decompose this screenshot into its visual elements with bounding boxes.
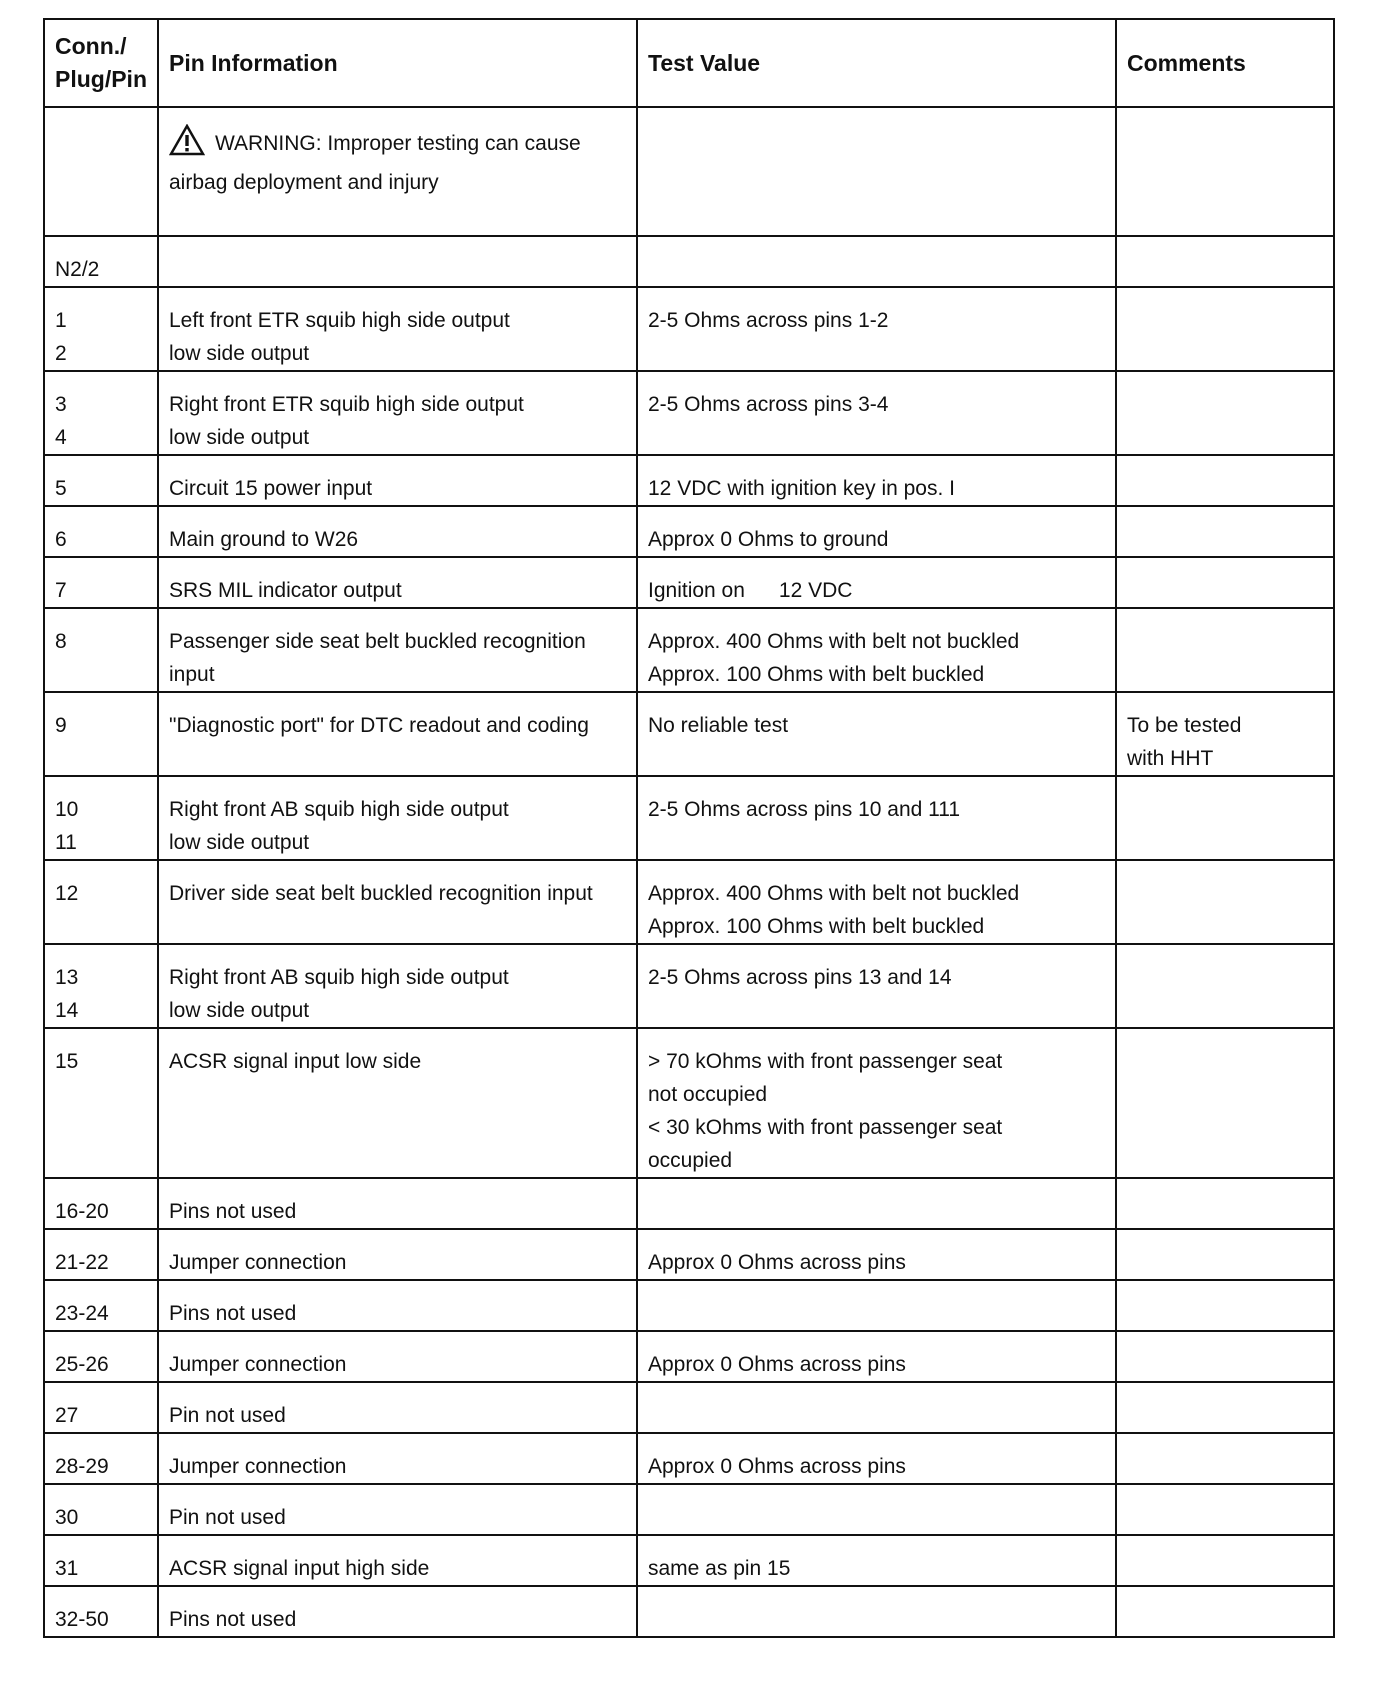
test-value-cell <box>637 608 1116 692</box>
pin-info-line: "Diagnostic port" for DTC readout and coding <box>169 714 589 737</box>
pin-number-cell <box>44 1484 158 1535</box>
warning-test-cell <box>637 107 1116 236</box>
pin-number: 8 <box>55 630 67 653</box>
pin-number-cell <box>44 1280 158 1331</box>
pin-info-cell <box>158 608 637 692</box>
test-value-cell <box>637 860 1116 944</box>
pin-number: 4 <box>55 426 67 449</box>
table-row <box>44 1433 1334 1484</box>
table-row <box>44 776 1334 860</box>
comment-cell <box>1116 1229 1334 1280</box>
test-value-line: > 70 kOhms with front passenger seat <box>648 1050 1003 1073</box>
header-conn-line: Conn./ <box>55 33 127 59</box>
test-value-cell <box>637 1535 1116 1586</box>
pin-number: 14 <box>55 999 79 1022</box>
pin-info-cell <box>158 1028 637 1178</box>
table-row <box>44 557 1334 608</box>
pin-number: 12 <box>55 882 79 905</box>
comment-cell <box>1116 608 1334 692</box>
pin-info-line: Passenger side seat belt buckled recognition <box>169 630 586 653</box>
pin-number-cell <box>44 1586 158 1637</box>
pin-info-line: Main ground to W26 <box>169 528 359 551</box>
pin-number-cell <box>44 1178 158 1229</box>
header-comments: Comments <box>1116 19 1334 107</box>
pin-info-cell <box>158 371 637 455</box>
pin-number-cell <box>44 944 158 1028</box>
pin-number-cell <box>44 371 158 455</box>
pin-number: 15 <box>55 1050 79 1073</box>
pin-info-cell <box>158 1586 637 1637</box>
test-value-line: 12 VDC with ignition key in pos. I <box>648 477 955 500</box>
comment-cell <box>1116 1586 1334 1637</box>
test-value-line: < 30 kOhms with front passenger seat <box>648 1116 1003 1139</box>
test-reading: 12 VDC <box>778 579 853 602</box>
pin-info-line: Jumper connection <box>169 1353 347 1376</box>
comment-cell <box>1116 1535 1334 1586</box>
test-value-cell <box>637 287 1116 371</box>
comment-cell <box>1116 1484 1334 1535</box>
pin-info-cell <box>158 1178 637 1229</box>
test-value-line: No reliable test <box>648 714 789 737</box>
test-value-line: Approx. 400 Ohms with belt not buckled <box>648 882 1020 905</box>
test-value-line: Approx 0 Ohms across pins <box>648 1353 906 1376</box>
comment-cell <box>1116 860 1334 944</box>
test-value-line: 2-5 Ohms across pins 1-2 <box>648 309 889 332</box>
test-value-cell <box>637 944 1116 1028</box>
pin-info-cell <box>158 944 637 1028</box>
test-value-cell <box>637 776 1116 860</box>
comment-cell <box>1116 776 1334 860</box>
pin-info-cell <box>158 1280 637 1331</box>
pin-number: 30 <box>55 1506 79 1529</box>
connector-row <box>44 236 1334 287</box>
pin-number: 16-20 <box>55 1200 109 1223</box>
pin-info-cell <box>158 1331 637 1382</box>
pin-number: 11 <box>55 831 77 854</box>
pin-number-cell <box>44 455 158 506</box>
warning-line-1 <box>169 124 626 166</box>
pin-info-cell <box>158 1433 637 1484</box>
warning-triangle-icon <box>169 124 205 166</box>
pin-number-cell <box>44 506 158 557</box>
table-row <box>44 1178 1334 1229</box>
pin-number: 25-26 <box>55 1353 109 1376</box>
pin-info-cell <box>158 287 637 371</box>
table-row <box>44 1382 1334 1433</box>
test-value-cell <box>637 1484 1116 1535</box>
comment-cell <box>1116 1028 1334 1178</box>
test-value-cell <box>637 1178 1116 1229</box>
comment-cell <box>1116 455 1334 506</box>
pin-number-cell <box>44 860 158 944</box>
test-value-line: same as pin 15 <box>648 1557 791 1580</box>
pin-number-cell <box>44 1382 158 1433</box>
test-value-cell <box>637 1229 1116 1280</box>
connector-id: N2/2 <box>44 236 158 287</box>
test-value-cell <box>637 455 1116 506</box>
table-row <box>44 944 1334 1028</box>
table-row <box>44 1586 1334 1637</box>
warning-text-1: WARNING: Improper testing can cause <box>215 132 581 155</box>
comment-cell <box>1116 371 1334 455</box>
pin-info-cell <box>158 1535 637 1586</box>
table-row <box>44 860 1334 944</box>
pin-info-line: Circuit 15 power input <box>169 477 373 500</box>
warning-row <box>44 107 1334 236</box>
pin-info-line: Jumper connection <box>169 1455 347 1478</box>
test-value-cell <box>637 1331 1116 1382</box>
warning-text-2: airbag deployment and injury <box>169 171 439 194</box>
test-value-cell <box>637 1028 1116 1178</box>
test-value-line: occupied <box>648 1149 733 1172</box>
pin-info-cell <box>158 776 637 860</box>
table-row <box>44 1280 1334 1331</box>
pin-info-line: Driver side seat belt buckled recognition input <box>169 882 593 905</box>
pin-info-line: input <box>169 663 215 686</box>
test-value-cell <box>637 1280 1116 1331</box>
pin-number-cell <box>44 1028 158 1178</box>
pin-info-line: Right front AB squib high side output <box>169 798 509 821</box>
pin-info-line: ACSR signal input high side <box>169 1557 430 1580</box>
pin-info-line: Pins not used <box>169 1608 297 1631</box>
connector-info-cell <box>158 236 637 287</box>
comment-line: To be tested <box>1127 714 1242 737</box>
table-row <box>44 455 1334 506</box>
pin-info-line: ACSR signal input low side <box>169 1050 422 1073</box>
pin-info-line: low side output <box>169 426 310 449</box>
warning-comment-cell <box>1116 107 1334 236</box>
pin-info-line: low side output <box>169 342 310 365</box>
pin-info-cell <box>158 455 637 506</box>
pin-number: 21-22 <box>55 1251 109 1274</box>
pin-info-cell <box>158 1229 637 1280</box>
pin-info-line: Pins not used <box>169 1200 297 1223</box>
table-row <box>44 1331 1334 1382</box>
pin-info-line: Pins not used <box>169 1302 297 1325</box>
pin-number-cell <box>44 1535 158 1586</box>
pin-info-cell <box>158 692 637 776</box>
comment-cell <box>1116 1280 1334 1331</box>
header-plug-pin-line: Plug/Pin <box>55 66 147 92</box>
pin-info-line: Jumper connection <box>169 1251 347 1274</box>
comment-cell <box>1116 1433 1334 1484</box>
header-conn-plug-pin <box>44 19 158 107</box>
pin-number-cell <box>44 1331 158 1382</box>
pin-info-line: Left front ETR squib high side output <box>169 309 510 332</box>
comment-cell <box>1116 557 1334 608</box>
pin-number: 23-24 <box>55 1302 109 1325</box>
comment-cell <box>1116 1382 1334 1433</box>
pin-number-cell <box>44 692 158 776</box>
pin-number: 10 <box>55 798 79 821</box>
test-value-line: Approx. 400 Ohms with belt not buckled <box>648 630 1020 653</box>
pin-number-cell <box>44 608 158 692</box>
test-value-line <box>648 574 1105 607</box>
pin-info-cell <box>158 506 637 557</box>
test-value-cell <box>637 557 1116 608</box>
pin-info-cell <box>158 1382 637 1433</box>
pin-number-cell <box>44 1229 158 1280</box>
pin-info-cell <box>158 860 637 944</box>
pin-info-line: SRS MIL indicator output <box>169 579 402 602</box>
table-row <box>44 287 1334 371</box>
test-value-line: Approx 0 Ohms across pins <box>648 1455 906 1478</box>
pin-number-cell <box>44 1433 158 1484</box>
test-condition: Ignition on <box>648 579 745 602</box>
warning-pin-cell <box>44 107 158 236</box>
table-row <box>44 506 1334 557</box>
warning-cell <box>158 107 637 236</box>
connector-comment-cell <box>1116 236 1334 287</box>
test-value-cell <box>637 692 1116 776</box>
test-value-line: Approx. 100 Ohms with belt buckled <box>648 663 985 686</box>
pin-info-line: Pin not used <box>169 1404 286 1427</box>
pin-info-line: Pin not used <box>169 1506 286 1529</box>
test-value-line: 2-5 Ohms across pins 13 and 14 <box>648 966 952 989</box>
table-row <box>44 1028 1334 1178</box>
test-value-line: 2-5 Ohms across pins 10 and 111 <box>648 798 961 821</box>
comment-cell <box>1116 506 1334 557</box>
pin-number: 5 <box>55 477 67 500</box>
table-row <box>44 371 1334 455</box>
test-value-cell <box>637 371 1116 455</box>
pin-info-line: low side output <box>169 999 310 1022</box>
test-value-cell <box>637 1586 1116 1637</box>
pin-number: 27 <box>55 1404 79 1427</box>
table-row <box>44 1229 1334 1280</box>
pin-number: 1 <box>55 309 67 332</box>
pin-number-cell <box>44 776 158 860</box>
pin-number: 6 <box>55 528 67 551</box>
comment-cell <box>1116 287 1334 371</box>
pin-info-line: low side output <box>169 831 310 854</box>
pin-info-cell <box>158 557 637 608</box>
header-row <box>44 19 1334 107</box>
comment-cell <box>1116 1331 1334 1382</box>
test-value-line: Approx 0 Ohms to ground <box>648 528 889 551</box>
comment-line: with HHT <box>1127 747 1214 770</box>
pin-info-cell <box>158 1484 637 1535</box>
pin-number: 31 <box>55 1557 79 1580</box>
comment-cell <box>1116 944 1334 1028</box>
test-value-line: 2-5 Ohms across pins 3-4 <box>648 393 889 416</box>
pin-number: 13 <box>55 966 79 989</box>
pin-number: 9 <box>55 714 67 737</box>
table-row <box>44 608 1334 692</box>
pin-number: 7 <box>55 579 67 602</box>
header-test-value: Test Value <box>637 19 1116 107</box>
test-value-line: Approx. 100 Ohms with belt buckled <box>648 915 985 938</box>
table-row <box>44 1484 1334 1535</box>
test-value-line: Approx 0 Ohms across pins <box>648 1251 906 1274</box>
test-value-line: not occupied <box>648 1083 768 1106</box>
connector-test-cell <box>637 236 1116 287</box>
test-value-cell <box>637 1382 1116 1433</box>
pin-info-line: Right front ETR squib high side output <box>169 393 524 416</box>
pin-table <box>43 18 1335 1638</box>
test-value-cell <box>637 1433 1116 1484</box>
header-pin-information: Pin Information <box>158 19 637 107</box>
comment-cell <box>1116 1178 1334 1229</box>
table-row <box>44 692 1334 776</box>
test-value-cell <box>637 506 1116 557</box>
pin-number-cell <box>44 287 158 371</box>
table-row <box>44 1535 1334 1586</box>
pin-number: 3 <box>55 393 67 416</box>
pin-number-cell <box>44 557 158 608</box>
pin-info-line: Right front AB squib high side output <box>169 966 509 989</box>
pin-number: 28-29 <box>55 1455 109 1478</box>
pin-number: 2 <box>55 342 67 365</box>
pin-number: 32-50 <box>55 1608 109 1631</box>
comment-cell <box>1116 692 1334 776</box>
